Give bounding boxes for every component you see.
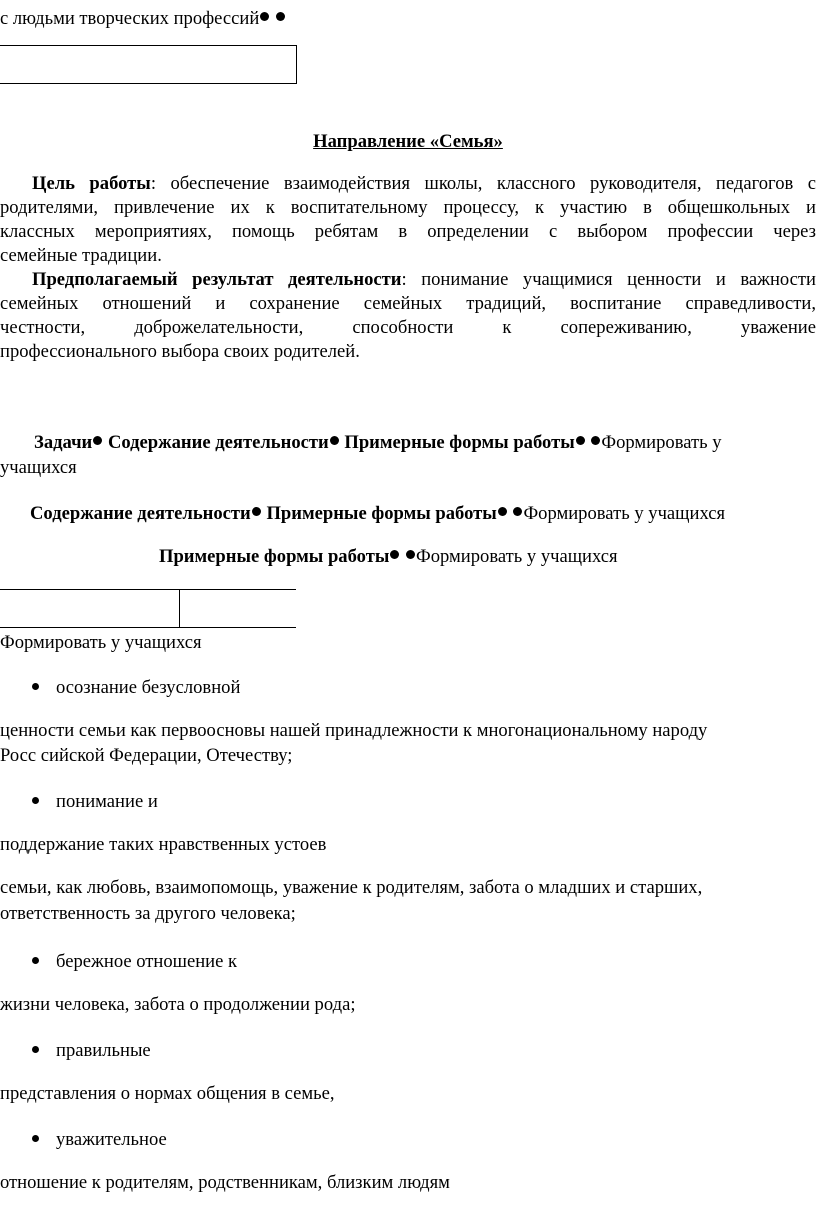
list-item: уважительное [32, 1129, 167, 1151]
bullet-dot-icon [260, 12, 269, 21]
empty-box [0, 45, 297, 84]
list-item-continuation: ценности семьи как первоосновы нашей принадлежности к многонациональному народу [0, 720, 708, 741]
header-row-1: Задачи Содержание деятельности Примерные формы работы Формировать у [34, 432, 722, 453]
bullet-dot-icon [591, 436, 600, 445]
list-item-continuation: жизни человека, забота о продолжении рода; [0, 994, 356, 1015]
bullet-dot-icon [498, 507, 507, 516]
section-title: Направление «Семья» [313, 131, 503, 152]
list-item: осознание безусловной [32, 677, 240, 699]
header-row-1-wrap: учащихся [0, 457, 77, 478]
bullet-dot-icon [576, 436, 585, 445]
list-item-continuation: Росс сийской Федерации, Отечеству; [0, 745, 293, 766]
table-top-border [0, 589, 296, 590]
bullet-dot-icon [390, 550, 399, 559]
bullet-dot-icon [330, 436, 339, 445]
list-item: бережное отношение к [32, 951, 237, 973]
list-item-continuation: семьи, как любовь, взаимопомощь, уважение к родителям, забота о младших и старших, [0, 877, 703, 898]
bullet-icon [32, 797, 39, 804]
bullet-icon [32, 957, 39, 964]
goal-paragraph: Цель работы: обеспечение взаимодействия школы, классного руководителя, педагогов с родителями, привлечение их к воспитательному процессу, к участию в общешкольных и классных мероприятиях, помощь ребятам в определении с выбором профессии через семейные традиции. [0, 173, 816, 266]
top-line: с людьми творческих профессий [0, 8, 286, 30]
header-row-2: Содержание деятельности Примерные формы работы Формировать у учащихся [30, 503, 726, 524]
bullet-icon [32, 683, 39, 690]
list-item-continuation: представления о нормах общения в семье, [0, 1083, 335, 1104]
table-column-divider [179, 589, 180, 627]
goal-label: Цель работы [32, 173, 151, 194]
list-item: правильные [32, 1040, 151, 1062]
bullet-icon [32, 1046, 39, 1053]
result-label: Предполагаемый результат деятельности [32, 269, 402, 290]
bullet-dot-icon [252, 507, 261, 516]
bullet-dot-icon [513, 507, 522, 516]
form-intro: Формировать у учащихся [0, 632, 202, 653]
table-bottom-border [0, 627, 296, 628]
list-item-continuation: поддержание таких нравственных устоев [0, 834, 327, 855]
bullet-dot-icon [406, 550, 415, 559]
header-row-3: Примерные формы работы Формировать у учащихся [159, 546, 618, 567]
result-paragraph: Предполагаемый результат деятельности: понимание учащимися ценности и важности семейных отношений и сохранение семейных традиций, воспитание справедливости, честности, доброжелательности, способности к сопереживанию, уважение профессионального выбора своих родителей. [0, 269, 816, 362]
list-item: понимание и [32, 791, 158, 813]
bullet-icon [32, 1135, 39, 1142]
list-item-continuation: отношение к родителям, родственникам, близким людям [0, 1172, 450, 1193]
bullet-dot-icon [276, 12, 285, 21]
list-item-continuation: ответственность за другого человека; [0, 903, 296, 924]
bullet-dot-icon [93, 436, 102, 445]
